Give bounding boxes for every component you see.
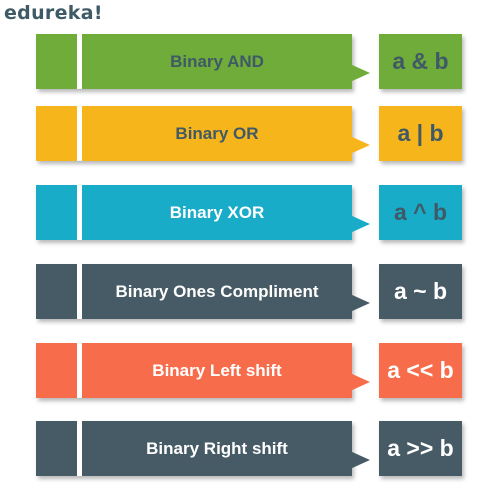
operator-row-and — [0, 34, 483, 92]
operator-expr-xor: a ^ b — [379, 185, 462, 240]
operator-name-ones-compliment: Binary Ones Compliment — [115, 281, 319, 301]
pointer-arrow — [350, 64, 370, 82]
operator-card-and — [36, 34, 352, 89]
operator-name-and: Binary AND — [170, 51, 264, 71]
operator-row-left-shift — [0, 343, 483, 401]
pointer-arrow — [350, 373, 370, 391]
operator-card-xor — [36, 185, 352, 240]
operator-card-or — [36, 106, 352, 161]
brand-logo: edureka! — [4, 2, 103, 24]
operator-name-or: Binary OR — [175, 123, 259, 143]
pointer-arrow — [350, 451, 370, 469]
operator-row-ones-compliment — [0, 264, 483, 322]
operator-row-or — [0, 106, 483, 164]
operator-name-xor: Binary XOR — [169, 202, 265, 222]
pointer-arrow — [350, 294, 370, 312]
operator-expr-and: a & b — [379, 34, 462, 89]
pointer-arrow — [350, 215, 370, 233]
operator-expr-right-shift: a >> b — [379, 421, 462, 476]
operator-row-right-shift — [0, 421, 483, 479]
operator-card-right-shift — [36, 421, 352, 476]
operator-card-ones-compliment — [36, 264, 352, 319]
operator-expr-left-shift: a << b — [379, 343, 462, 398]
operator-name-right-shift: Binary Right shift — [146, 438, 288, 458]
operator-expr-ones-compliment: a ~ b — [379, 264, 462, 319]
operator-expr-or: a | b — [379, 106, 462, 161]
operator-card-left-shift — [36, 343, 352, 398]
operator-row-xor — [0, 185, 483, 243]
operator-name-left-shift: Binary Left shift — [152, 360, 282, 380]
pointer-arrow — [350, 136, 370, 154]
